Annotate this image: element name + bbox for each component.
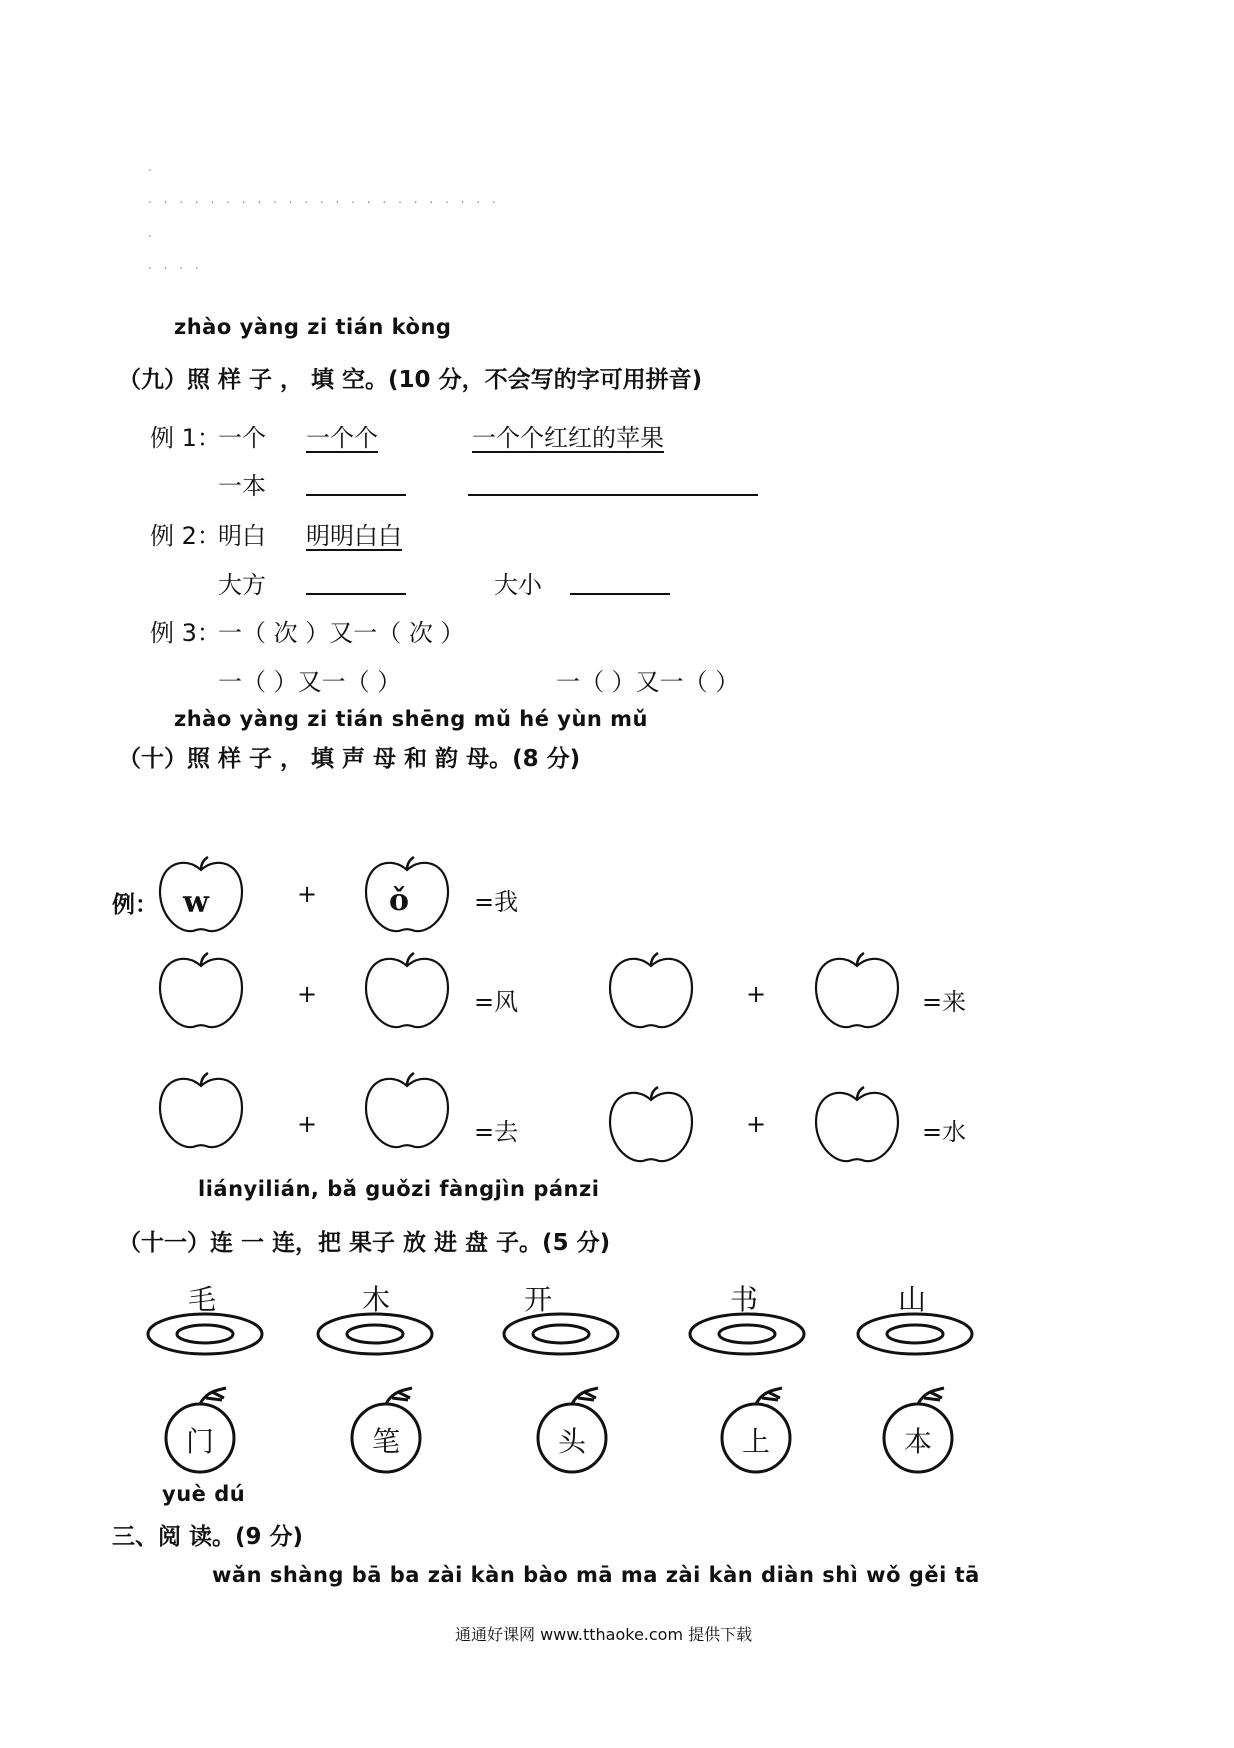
q1-word: 一本: [218, 472, 266, 500]
plate-icon[interactable]: [146, 1312, 264, 1356]
plate-label: 书: [729, 1283, 758, 1316]
example-initial: w: [183, 885, 209, 920]
apple-blank-icon[interactable]: [156, 952, 246, 1034]
apple-blank-icon[interactable]: [156, 1072, 246, 1154]
ex2-word: 明白: [218, 522, 266, 550]
plus-sign: +: [297, 880, 318, 908]
plate-icon[interactable]: [856, 1312, 974, 1356]
q2b-blank[interactable]: [570, 571, 670, 595]
ex1-label: 例 1：: [150, 424, 221, 452]
plus-sign: +: [297, 980, 318, 1008]
result-shui: =水: [922, 1118, 967, 1146]
result-lai: =来: [922, 988, 967, 1016]
reading-pinyin-line: wǎn shàng bā ba zài kàn bào mā ma zài kàn diàn shì wǒ gěi tā: [212, 1563, 980, 1587]
fruit-label: 门: [185, 1425, 214, 1458]
q3a-line[interactable]: 一（ ）又一（ ）: [218, 668, 402, 696]
plate-label: 木: [361, 1283, 390, 1316]
plate-icon[interactable]: [316, 1312, 434, 1356]
section10-example-label: 例：: [112, 892, 158, 918]
q1-blank-2[interactable]: [468, 472, 758, 496]
ex3-line: 一（ 次 ）又一（ 次 ）: [218, 619, 465, 647]
apple-blank-icon[interactable]: [812, 952, 902, 1034]
ex1-word: 一个: [218, 424, 266, 452]
q2b-word: 大小: [494, 571, 542, 599]
plus-sign: +: [746, 980, 767, 1008]
result-qu: =去: [474, 1118, 519, 1146]
apple-blank-icon[interactable]: [362, 952, 452, 1034]
ex1-answer-1: 一个个: [306, 424, 378, 452]
section11-pinyin: liányilián, bǎ guǒzi fàngjìn pánzi: [198, 1177, 600, 1201]
dotted-line-1: .: [148, 160, 156, 174]
ex1-answer-2: 一个个红红的苹果: [472, 424, 664, 452]
footer-credit: 通通好课网 www.tthaoke.com 提供下载: [455, 1625, 753, 1644]
fruit-label: 本: [903, 1425, 932, 1458]
apple-blank-icon[interactable]: [606, 952, 696, 1034]
q2a-blank[interactable]: [306, 571, 406, 595]
plate-label: 开: [523, 1283, 552, 1316]
fruit-label: 上: [741, 1425, 770, 1458]
fruit-label: 笔: [371, 1425, 400, 1458]
example-final: ǒ: [389, 883, 410, 918]
plate-icon[interactable]: [502, 1312, 620, 1356]
apple-blank-icon[interactable]: [606, 1086, 696, 1168]
ex2-answer: 明明白白: [306, 522, 402, 550]
ex3-label: 例 3：: [150, 619, 221, 647]
section11-heading: （十一）连 一 连，把 果子 放 进 盘 子。(5 分): [118, 1230, 611, 1256]
dotted-line-2: . . . . . . . . . . . . . . . . . . . . . . .: [148, 192, 500, 206]
dotted-line-3: .: [148, 226, 156, 240]
plate-label: 山: [897, 1283, 926, 1316]
apple-blank-icon[interactable]: [812, 1086, 902, 1168]
section10-heading: （十）照 样 子 ， 填 声 母 和 韵 母。(8 分): [118, 746, 581, 772]
section9-heading: （九）照 样 子 ， 填 空。(10 分，不会写的字可用拼音): [118, 367, 703, 393]
fruit-label: 头: [557, 1425, 586, 1458]
section10-pinyin: zhào yàng zi tián shēng mǔ hé yùn mǔ: [174, 707, 649, 731]
dotted-line-4: . . . .: [148, 258, 203, 272]
ex2-label: 例 2：: [150, 522, 221, 550]
plate-label: 毛: [187, 1283, 216, 1316]
q3b-line[interactable]: 一（ ）又一（ ）: [556, 668, 740, 696]
section3-pinyin: yuè dú: [162, 1482, 246, 1506]
q1-blank-1[interactable]: [306, 472, 406, 496]
example-result: =我: [474, 888, 519, 916]
plus-sign: +: [297, 1110, 318, 1138]
section3-heading: 三、阅 读。(9 分): [112, 1524, 304, 1550]
q2a-word: 大方: [218, 571, 266, 599]
plus-sign: +: [746, 1110, 767, 1138]
plate-icon[interactable]: [688, 1312, 806, 1356]
apple-blank-icon[interactable]: [362, 1072, 452, 1154]
section9-pinyin: zhào yàng zi tián kòng: [174, 315, 452, 339]
result-feng: =风: [474, 988, 519, 1016]
